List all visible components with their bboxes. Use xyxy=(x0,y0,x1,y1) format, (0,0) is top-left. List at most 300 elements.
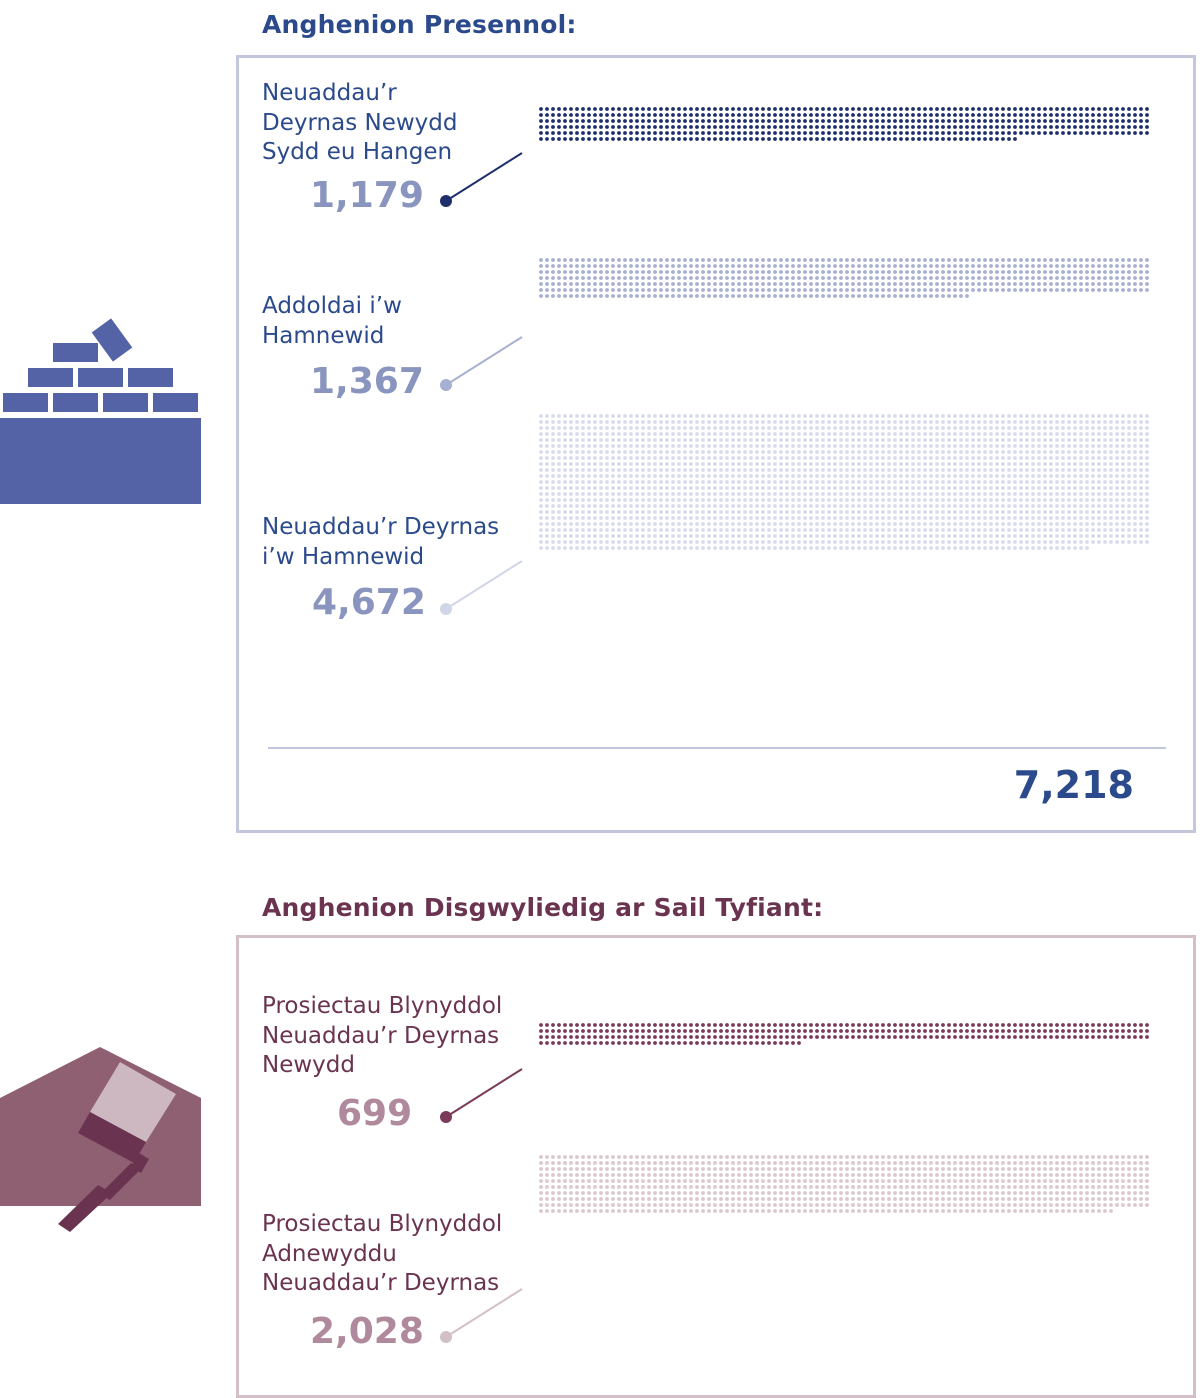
dot-mark xyxy=(611,498,615,502)
dot-mark xyxy=(737,131,741,135)
dot-mark xyxy=(1007,1179,1011,1183)
dot-mark xyxy=(731,468,735,472)
dot-mark xyxy=(881,480,885,484)
dot-mark xyxy=(719,125,723,129)
dot-mark xyxy=(545,264,549,268)
dot-mark xyxy=(671,1023,675,1027)
dot-mark xyxy=(797,1035,801,1039)
dot-mark xyxy=(617,522,621,526)
dot-mark xyxy=(665,420,669,424)
dot-mark xyxy=(743,540,747,544)
dot-mark xyxy=(611,1179,615,1183)
dot-mark xyxy=(959,258,963,262)
dot-mark xyxy=(905,474,909,478)
dot-mark xyxy=(1079,270,1083,274)
dot-mark xyxy=(1145,258,1149,262)
dot-mark xyxy=(611,414,615,418)
dot-mark xyxy=(635,294,639,298)
dot-mark xyxy=(863,444,867,448)
dot-mark xyxy=(641,450,645,454)
dot-mark xyxy=(827,498,831,502)
dot-mark xyxy=(1019,270,1023,274)
dot-mark xyxy=(923,486,927,490)
dot-mark xyxy=(1043,288,1047,292)
dot-mark xyxy=(587,462,591,466)
dot-mark xyxy=(581,282,585,286)
dot-mark xyxy=(1031,432,1035,436)
dot-mark xyxy=(659,480,663,484)
dot-mark xyxy=(653,414,657,418)
dot-mark xyxy=(875,534,879,538)
dot-mark xyxy=(1031,131,1035,135)
dot-mark xyxy=(635,276,639,280)
dot-mark xyxy=(647,125,651,129)
dot-mark xyxy=(965,534,969,538)
dot-mark xyxy=(803,131,807,135)
dot-mark xyxy=(713,486,717,490)
dot-mark xyxy=(1121,1179,1125,1183)
dot-mark xyxy=(557,498,561,502)
dot-mark xyxy=(713,522,717,526)
dot-mark xyxy=(563,474,567,478)
dot-mark xyxy=(959,1173,963,1177)
dot-mark xyxy=(887,468,891,472)
dot-mark xyxy=(605,1185,609,1189)
dot-mark xyxy=(911,1167,915,1171)
dot-mark xyxy=(839,534,843,538)
dot-mark xyxy=(755,125,759,129)
dot-mark xyxy=(1109,450,1113,454)
dot-mark xyxy=(1061,510,1065,514)
dot-mark xyxy=(995,444,999,448)
dot-mark xyxy=(617,462,621,466)
dot-mark xyxy=(1139,1167,1143,1171)
dot-mark xyxy=(1079,119,1083,123)
dot-mark xyxy=(845,456,849,460)
dot-mark xyxy=(965,1185,969,1189)
dot-mark xyxy=(977,125,981,129)
dot-mark xyxy=(815,107,819,111)
dot-mark xyxy=(539,498,543,502)
dot-mark xyxy=(887,113,891,117)
dot-mark xyxy=(1031,1197,1035,1201)
dot-mark xyxy=(959,1161,963,1165)
dot-mark xyxy=(1049,1029,1053,1033)
dot-mark xyxy=(803,1179,807,1183)
dot-mark xyxy=(725,516,729,520)
bar-label-new-halls-needed: Neuaddau’r Deyrnas Newydd Sydd eu Hangen xyxy=(262,80,458,165)
dot-mark xyxy=(965,1029,969,1033)
dot-mark xyxy=(1061,119,1065,123)
dot-mark xyxy=(899,113,903,117)
dot-mark xyxy=(683,486,687,490)
dot-mark xyxy=(983,1185,987,1189)
dot-mark xyxy=(983,510,987,514)
dot-mark xyxy=(1085,1029,1089,1033)
dot-mark xyxy=(953,540,957,544)
dot-mark xyxy=(599,540,603,544)
dot-mark xyxy=(683,119,687,123)
dot-mark xyxy=(827,258,831,262)
dot-mark xyxy=(677,264,681,268)
dot-mark xyxy=(899,426,903,430)
dot-mark xyxy=(665,462,669,466)
dot-mark xyxy=(1109,276,1113,280)
dot-mark xyxy=(767,270,771,274)
dot-mark xyxy=(953,137,957,141)
dot-mark xyxy=(701,468,705,472)
dot-mark xyxy=(737,480,741,484)
dot-mark xyxy=(773,294,777,298)
dot-mark xyxy=(1001,113,1005,117)
dot-mark xyxy=(1079,1191,1083,1195)
dot-mark xyxy=(959,288,963,292)
dot-mark xyxy=(545,137,549,141)
dot-mark xyxy=(767,137,771,141)
dot-mark xyxy=(629,468,633,472)
dot-mark xyxy=(1097,444,1101,448)
dot-mark xyxy=(1067,113,1071,117)
dot-mark xyxy=(725,438,729,442)
dot-mark xyxy=(899,546,903,550)
dot-mark xyxy=(851,492,855,496)
dot-mark xyxy=(1001,264,1005,268)
dot-mark xyxy=(665,264,669,268)
dot-mark xyxy=(1055,1209,1059,1213)
dot-mark xyxy=(725,1203,729,1207)
dot-mark xyxy=(551,468,555,472)
dot-mark xyxy=(899,492,903,496)
dot-mark xyxy=(809,498,813,502)
dot-mark xyxy=(911,1023,915,1027)
dot-mark xyxy=(677,516,681,520)
dot-mark xyxy=(659,504,663,508)
dot-mark xyxy=(581,540,585,544)
dot-mark xyxy=(815,486,819,490)
dot-mark xyxy=(1043,1023,1047,1027)
dot-mark xyxy=(1031,107,1035,111)
dot-mark xyxy=(749,414,753,418)
dot-mark xyxy=(989,276,993,280)
dot-mark xyxy=(917,486,921,490)
dot-mark xyxy=(707,420,711,424)
dot-mark xyxy=(551,1179,555,1183)
dot-mark xyxy=(575,528,579,532)
dot-mark xyxy=(1013,282,1017,286)
dot-mark xyxy=(1085,1179,1089,1183)
dot-mark xyxy=(905,432,909,436)
dot-mark xyxy=(773,504,777,508)
dot-mark xyxy=(1133,522,1137,526)
dot-mark xyxy=(911,456,915,460)
dot-mark xyxy=(845,462,849,466)
dot-mark xyxy=(593,288,597,292)
dot-mark xyxy=(1115,432,1119,436)
dot-mark xyxy=(917,1161,921,1165)
dot-mark xyxy=(1067,131,1071,135)
dot-mark xyxy=(905,1161,909,1165)
dot-mark xyxy=(707,264,711,268)
dot-mark xyxy=(695,504,699,508)
dot-mark xyxy=(713,1191,717,1195)
dot-mark xyxy=(665,540,669,544)
dot-mark xyxy=(641,258,645,262)
dot-mark xyxy=(815,1203,819,1207)
dot-mark xyxy=(647,294,651,298)
dot-mark xyxy=(815,510,819,514)
dot-mark xyxy=(749,294,753,298)
dot-mark xyxy=(989,486,993,490)
dot-mark xyxy=(647,492,651,496)
dot-mark xyxy=(935,486,939,490)
value-label-assembly-halls-replace: 1,367 xyxy=(310,361,424,402)
dot-mark xyxy=(953,438,957,442)
dot-mark xyxy=(905,510,909,514)
dot-mark xyxy=(1013,137,1017,141)
dot-mark xyxy=(551,276,555,280)
dot-mark xyxy=(551,137,555,141)
dot-mark xyxy=(755,432,759,436)
dot-mark xyxy=(767,1041,771,1045)
dot-mark xyxy=(797,420,801,424)
dot-mark xyxy=(1043,414,1047,418)
dot-mark xyxy=(605,107,609,111)
dot-mark xyxy=(761,113,765,117)
dot-mark xyxy=(539,1155,543,1159)
dot-mark xyxy=(923,414,927,418)
dot-mark xyxy=(647,462,651,466)
dot-mark xyxy=(773,1167,777,1171)
dot-mark xyxy=(941,516,945,520)
dot-mark xyxy=(683,420,687,424)
dot-mark xyxy=(857,534,861,538)
dot-mark xyxy=(827,492,831,496)
dot-mark xyxy=(1037,450,1041,454)
dot-mark xyxy=(707,1167,711,1171)
dot-mark xyxy=(761,288,765,292)
dot-mark xyxy=(797,462,801,466)
dot-mark xyxy=(845,258,849,262)
dot-mark xyxy=(647,540,651,544)
dot-mark xyxy=(767,1023,771,1027)
dot-mark xyxy=(755,1035,759,1039)
dot-mark xyxy=(1067,1023,1071,1027)
dot-mark xyxy=(785,276,789,280)
dot-mark xyxy=(797,528,801,532)
dot-mark xyxy=(965,1191,969,1195)
dot-mark xyxy=(995,1191,999,1195)
dot-mark xyxy=(1001,480,1005,484)
dot-mark xyxy=(773,510,777,514)
dot-mark xyxy=(1061,107,1065,111)
dot-mark xyxy=(809,1029,813,1033)
dot-mark xyxy=(569,1197,573,1201)
dot-mark xyxy=(653,462,657,466)
dot-mark xyxy=(917,1029,921,1033)
dot-mark xyxy=(599,414,603,418)
dot-mark xyxy=(1121,270,1125,274)
dot-mark xyxy=(569,450,573,454)
dot-mark xyxy=(611,534,615,538)
dot-bar-kingdom-halls-replace xyxy=(538,413,1154,701)
dot-mark xyxy=(803,450,807,454)
dot-mark xyxy=(599,426,603,430)
dot-mark xyxy=(1097,420,1101,424)
dot-mark xyxy=(551,522,555,526)
dot-mark xyxy=(1037,270,1041,274)
dot-mark xyxy=(827,107,831,111)
dot-mark xyxy=(917,534,921,538)
dot-mark xyxy=(791,1041,795,1045)
dot-mark xyxy=(1073,444,1077,448)
dot-mark xyxy=(1097,432,1101,436)
dot-mark xyxy=(629,528,633,532)
dot-mark xyxy=(587,1185,591,1189)
dot-mark xyxy=(803,486,807,490)
dot-mark xyxy=(617,456,621,460)
dot-mark xyxy=(1139,1179,1143,1183)
dot-mark xyxy=(557,432,561,436)
dot-mark xyxy=(743,1185,747,1189)
dot-mark xyxy=(1049,492,1053,496)
dot-mark xyxy=(797,1041,801,1045)
dot-mark xyxy=(1127,1185,1131,1189)
dot-mark xyxy=(665,288,669,292)
dot-mark xyxy=(857,438,861,442)
dot-mark xyxy=(1103,1203,1107,1207)
dot-mark xyxy=(935,546,939,550)
dot-mark xyxy=(545,1191,549,1195)
dot-mark xyxy=(773,1155,777,1159)
dot-mark xyxy=(635,486,639,490)
dot-mark xyxy=(551,1155,555,1159)
dot-mark xyxy=(731,432,735,436)
dot-mark xyxy=(629,294,633,298)
dot-mark xyxy=(1025,1029,1029,1033)
dot-mark xyxy=(1091,282,1095,286)
dot-mark xyxy=(845,1191,849,1195)
dot-mark xyxy=(707,1203,711,1207)
dot-mark xyxy=(677,498,681,502)
dot-mark xyxy=(1049,462,1053,466)
dot-mark xyxy=(905,1173,909,1177)
dot-mark xyxy=(809,444,813,448)
dot-mark xyxy=(689,480,693,484)
dot-mark xyxy=(953,1161,957,1165)
dot-mark xyxy=(1013,516,1017,520)
dot-mark xyxy=(749,516,753,520)
dot-mark xyxy=(1109,282,1113,286)
dot-mark xyxy=(671,468,675,472)
dot-mark xyxy=(851,1203,855,1207)
dot-mark xyxy=(1139,131,1143,135)
dot-mark xyxy=(689,1185,693,1189)
dot-mark xyxy=(647,480,651,484)
dot-mark xyxy=(1067,119,1071,123)
dot-mark xyxy=(1025,288,1029,292)
dot-mark xyxy=(1145,1023,1149,1027)
dot-mark xyxy=(671,137,675,141)
dot-mark xyxy=(701,125,705,129)
dot-mark xyxy=(701,1173,705,1177)
dot-mark xyxy=(1061,1167,1065,1171)
dot-mark xyxy=(887,107,891,111)
dot-mark xyxy=(1013,450,1017,454)
dot-mark xyxy=(755,516,759,520)
dot-mark xyxy=(689,294,693,298)
dot-mark xyxy=(815,288,819,292)
dot-mark xyxy=(839,1161,843,1165)
dot-mark xyxy=(953,504,957,508)
dot-mark xyxy=(1067,282,1071,286)
dot-mark xyxy=(983,522,987,526)
dot-mark xyxy=(881,288,885,292)
dot-mark xyxy=(929,546,933,550)
dot-mark xyxy=(1043,480,1047,484)
dot-mark xyxy=(1127,504,1131,508)
dot-mark xyxy=(863,432,867,436)
dot-mark xyxy=(665,456,669,460)
dot-mark xyxy=(1103,1179,1107,1183)
dot-mark xyxy=(917,438,921,442)
dot-mark xyxy=(1073,510,1077,514)
dot-mark xyxy=(599,1197,603,1201)
dot-mark xyxy=(1019,534,1023,538)
dot-mark xyxy=(575,486,579,490)
dot-mark xyxy=(605,113,609,117)
dot-mark xyxy=(593,282,597,286)
dot-mark xyxy=(545,522,549,526)
dot-mark xyxy=(767,107,771,111)
dot-mark xyxy=(1103,1161,1107,1165)
dot-mark xyxy=(821,456,825,460)
dot-mark xyxy=(977,498,981,502)
dot-mark xyxy=(695,1035,699,1039)
dot-mark xyxy=(593,137,597,141)
dot-mark xyxy=(845,498,849,502)
dot-mark xyxy=(989,420,993,424)
dot-mark xyxy=(881,528,885,532)
dot-mark xyxy=(1043,113,1047,117)
dot-mark xyxy=(569,420,573,424)
dot-mark xyxy=(1001,270,1005,274)
dot-mark xyxy=(851,1197,855,1201)
dot-mark xyxy=(953,426,957,430)
dot-mark xyxy=(1121,450,1125,454)
dot-mark xyxy=(695,1161,699,1165)
dot-mark xyxy=(1109,486,1113,490)
dot-mark xyxy=(749,534,753,538)
dot-mark xyxy=(953,432,957,436)
dot-mark xyxy=(875,420,879,424)
dot-mark xyxy=(1037,1185,1041,1189)
dot-mark xyxy=(857,119,861,123)
dot-mark xyxy=(785,456,789,460)
dot-mark xyxy=(839,468,843,472)
dot-mark xyxy=(593,270,597,274)
dot-mark xyxy=(935,468,939,472)
dot-mark xyxy=(809,107,813,111)
dot-mark xyxy=(941,282,945,286)
dot-mark xyxy=(1109,1203,1113,1207)
dot-mark xyxy=(557,540,561,544)
dot-mark xyxy=(569,480,573,484)
dot-mark xyxy=(617,294,621,298)
dot-mark xyxy=(719,528,723,532)
dot-mark xyxy=(1049,1155,1053,1159)
dot-mark xyxy=(977,1179,981,1183)
dot-mark xyxy=(587,492,591,496)
